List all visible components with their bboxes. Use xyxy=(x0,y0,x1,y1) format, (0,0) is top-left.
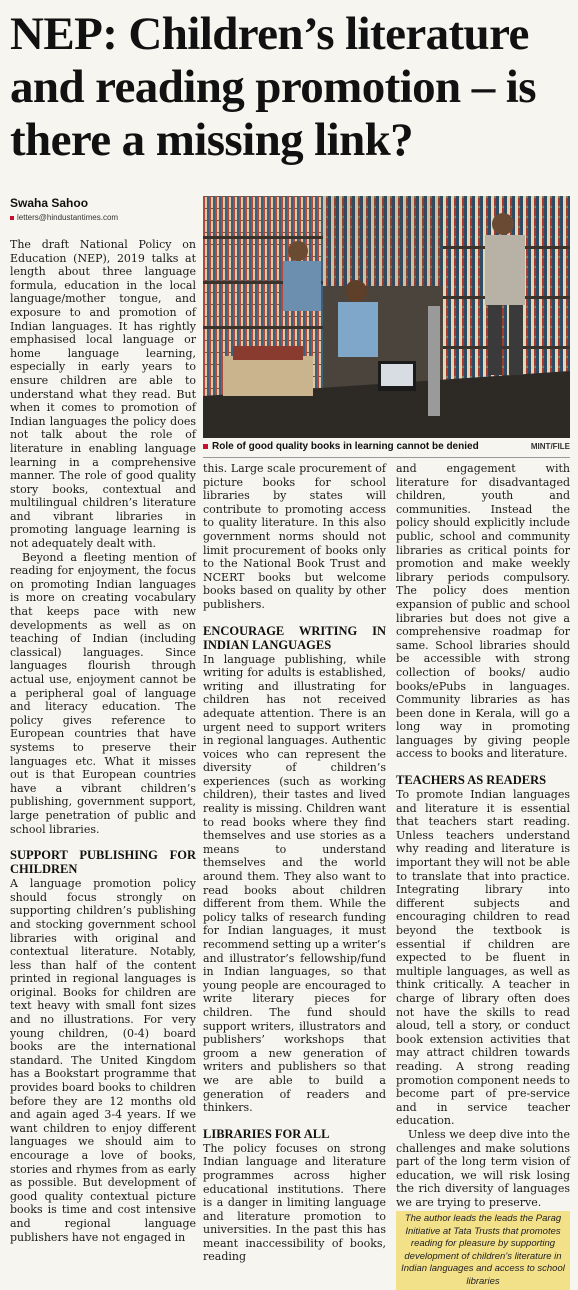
paragraph: In language publishing, while writing for adults is established, writing and illustrating for children has not received adequate attention. There is an urgent need to support writers in regional languages. Authentic voices who can represent the diversity of children’s experiences (such as working children), their tastes and lived reality is missing. Children want to read books where they find themselves and use stories as a means to understand themselves and the world around them. They also want to read books about children different from them. While the policy talks of research funding for Indian languages, it must recommend setting up a writer’s and illustrator’s fellowship/fund in Indian languages, so that young people are encouraged to write literary pieces for children. The fund should support writers, illustrators and publishers’ workshops that groom a new generation of writers and publishers so that we are able to build a generation of readers and thinkers. xyxy=(203,652,386,1115)
subhead-libraries: LIBRARIES FOR ALL xyxy=(203,1126,330,1141)
byline xyxy=(10,196,200,222)
paragraph: Beyond a fleeting mention of reading for enjoyment, the focus on promoting Indian languages is more on creating vocabulary that keeps pace with new developments as well as on teaching of Indian (including classical) languages. Since languages flourish through actual use, enjoyment cannot be a peripheral goal of language and literacy education. The policy gives reference to European countries that have systems to preserve their languages etc. What it misses out is that European countries have a vibrant children’s publishing, government support, large penetration of public and school libraries. xyxy=(10,550,196,836)
caption-text: Role of good quality books in learning cannot be denied xyxy=(203,441,479,452)
headline: NEP: Children’s literature and reading promotion – is there a missing link? xyxy=(10,8,536,166)
article-column-1 xyxy=(10,238,196,1244)
bookstore-photo xyxy=(203,196,570,438)
caption-divider xyxy=(203,457,570,458)
paragraph: To promote Indian languages and literature it is essential that teachers start reading. Unless teachers understand why reading and literature is important they will not be able to translate that into practice. Integrating library into different subjects and encouraging children to read beyond the textbook is essential if children are expected to be fluent in multiple languages, as well as think critically. A teacher in charge of library often does not have the skills to read aloud, tell a story, or conduct book extension activities that may attract children towards reading. A strong reading promotion component needs to become part of pre-service and in service teacher education. xyxy=(396,788,570,1128)
paragraph: The draft National Policy on Education (NEP), 2019 talks at length about three language formula, education in the local language/mother tongue, and exposure to and promotion of Indian languages. It has rightly emphasised local language or home language learning, especially in early years to ensure children are able to understand what they read. But when it comes to promotion of Indian languages the policy does not talk about the role of literature in enabling language learning in a comprehensive manner. The role of good quality story books, contextual and multilingual children’s literature and vibrant libraries in promoting language learning is not adequately dealt with. xyxy=(10,238,196,551)
subhead-encourage-writing: ENCOURAGE WRITING IN INDIAN LANGUAGES xyxy=(203,623,386,652)
paragraph: this. Large scale procurement of picture books for school libraries by states will contribute to promoting access to quality literature. In this also government norms should not limit procurement of books only to the National Book Trust and NCERT books but welcome books based on quality by other publishers. xyxy=(203,462,386,611)
paragraph: Unless we deep dive into the challenges and make solutions part of the long term vision of education, we will risk losing the rich diversity of languages we are trying to preserve. xyxy=(396,1127,570,1209)
paragraph: The policy focuses on strong Indian language and literature programmes across higher educational institutions. There is a danger in limiting language and literature promotion to universities. In the past this has meant inaccessibility of books, reading xyxy=(203,1141,386,1264)
subhead-teachers-readers: TEACHERS AS READERS xyxy=(396,773,547,788)
bookstore-photo-icon xyxy=(203,196,570,438)
subhead-support-publishing: SUPPORT PUBLISHING FOR CHILDREN xyxy=(10,848,196,877)
photo-caption xyxy=(203,441,570,457)
article-column-2 xyxy=(203,462,386,1264)
author-email[interactable]: letters@hindustantimes.com xyxy=(10,213,200,222)
author-note: The author leads the leads the Parag Initiative at Tata Trusts that promotes reading for pleasure by supporting development of children’s literature in Indian languages and access to school libraries xyxy=(396,1211,570,1289)
paragraph: and engagement with literature for disadvantaged children, youth and communities. Instead the policy should explicitly include public, school and community libraries as critical points for promotion and make weekly library periods compulsory. The policy does mention expansion of public and school libraries but does not give a comprehensive roadmap for same. School libraries should be accessible with strong collection of books/ audio books/ePubs in languages. Community libraries as has been done in Kerala, will go a long way in promoting languages by giving people access to books and literature. xyxy=(396,462,570,761)
paragraph: A language promotion policy should focus strongly on supporting children’s publishing and stocking government school libraries with original and contextual literature. Notably, less than half of the content printed in regional languages is original. Books for children are text heavy with small font sizes and no illustrations. For very young children, (0-4) board books are the international standard. The United Kingdom has a Bookstart programme that provides board books to children before they are 12 months old and again aged 3-4 years. If we want children to enjoy different languages we should aim to encourage a love of books, stories and rhymes from as early as possible. But development of good quality contextual picture books is time and cost intensive and regional language publishers have not engaged in xyxy=(10,877,196,1244)
article-column-3 xyxy=(396,462,570,1290)
photo-credit: MINT/FILE xyxy=(530,442,570,451)
author-name: Swaha Sahoo xyxy=(10,196,89,210)
